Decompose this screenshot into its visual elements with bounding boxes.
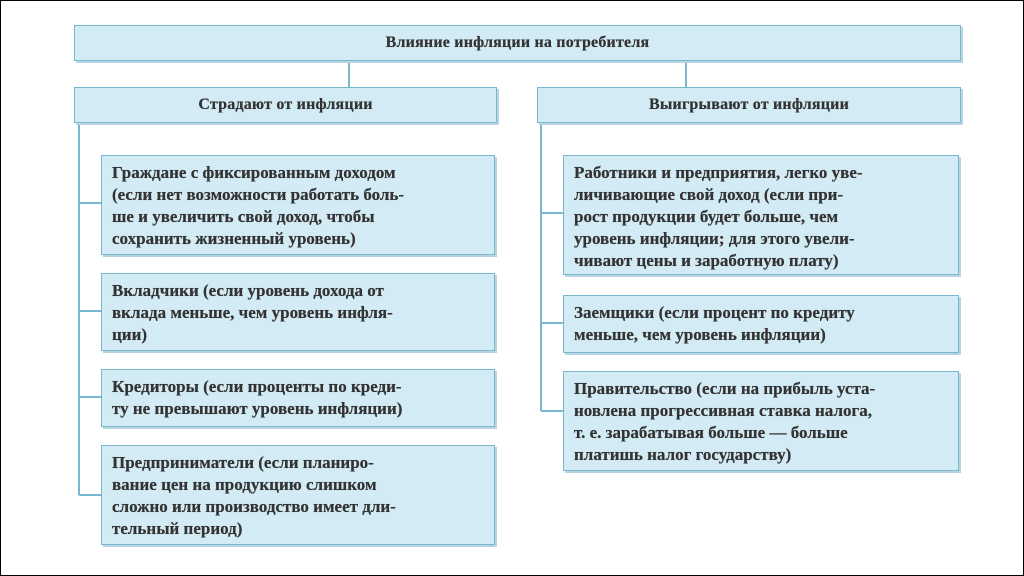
text-line: ции) [112,325,148,344]
text-line: платишь налог государству) [574,445,792,464]
text-line: Вкладчики (если уровень дохода от [112,281,384,300]
text-line: чивают цены и заработную плату) [574,251,839,270]
right-item-borrowers [563,295,959,353]
text-line: вклада меньше, чем уровень инфля- [112,303,393,322]
text-line: сохранить жизненный уровень) [112,229,356,248]
text-line: т. е. зарабатывая больше — больше [574,423,848,442]
text-line: Работники и предприятия, легко уве- [574,163,863,182]
right-item-government [563,371,959,471]
left-column-header [74,87,497,123]
text-line: Правительство (если на прибыль уста- [574,379,876,398]
text-line: (если нет возможности работать боль- [112,185,405,204]
text-line: тельный период) [112,519,243,538]
text-line: Кредиторы (если проценты по креди- [112,377,402,396]
text-line: Предприниматели (если планиро- [112,453,374,472]
text-line: ту не превышают уровень инфляции) [112,399,403,418]
text-line: уровень инфляции; для этого увели- [574,229,855,248]
text-line: рост продукции будет больше, чем [574,207,839,226]
text-line: новлена прогрессивная ставка налога, [574,401,872,420]
text-line: Заемщики (если процент по кредиту [574,303,855,322]
left-item-entrepreneurs [101,445,495,545]
text-line: ше и увеличить свой доход, чтобы [112,207,375,226]
right-column-header-label: Выигрывают от инфляции [648,96,849,113]
left-item-depositors [101,273,495,351]
left-item-fixed-income [101,155,495,255]
left-item-creditors [101,369,495,427]
right-item-workers-enterprises [563,155,959,275]
text-line: меньше, чем уровень инфляции) [574,325,826,344]
text-line: вание цен на продукцию слишком [112,475,377,494]
text-line: сложно или производство имеет дли- [112,497,396,516]
diagram-title-box [74,25,961,61]
left-column-header-label: Страдают от инфляции [198,96,373,113]
text-line: личивающие свой доход (если при- [574,185,844,204]
diagram-title: Влияние инфляции на потребителя [385,34,650,51]
right-column-header [537,87,961,123]
text-line: Граждане с фиксированным доходом [112,163,396,182]
